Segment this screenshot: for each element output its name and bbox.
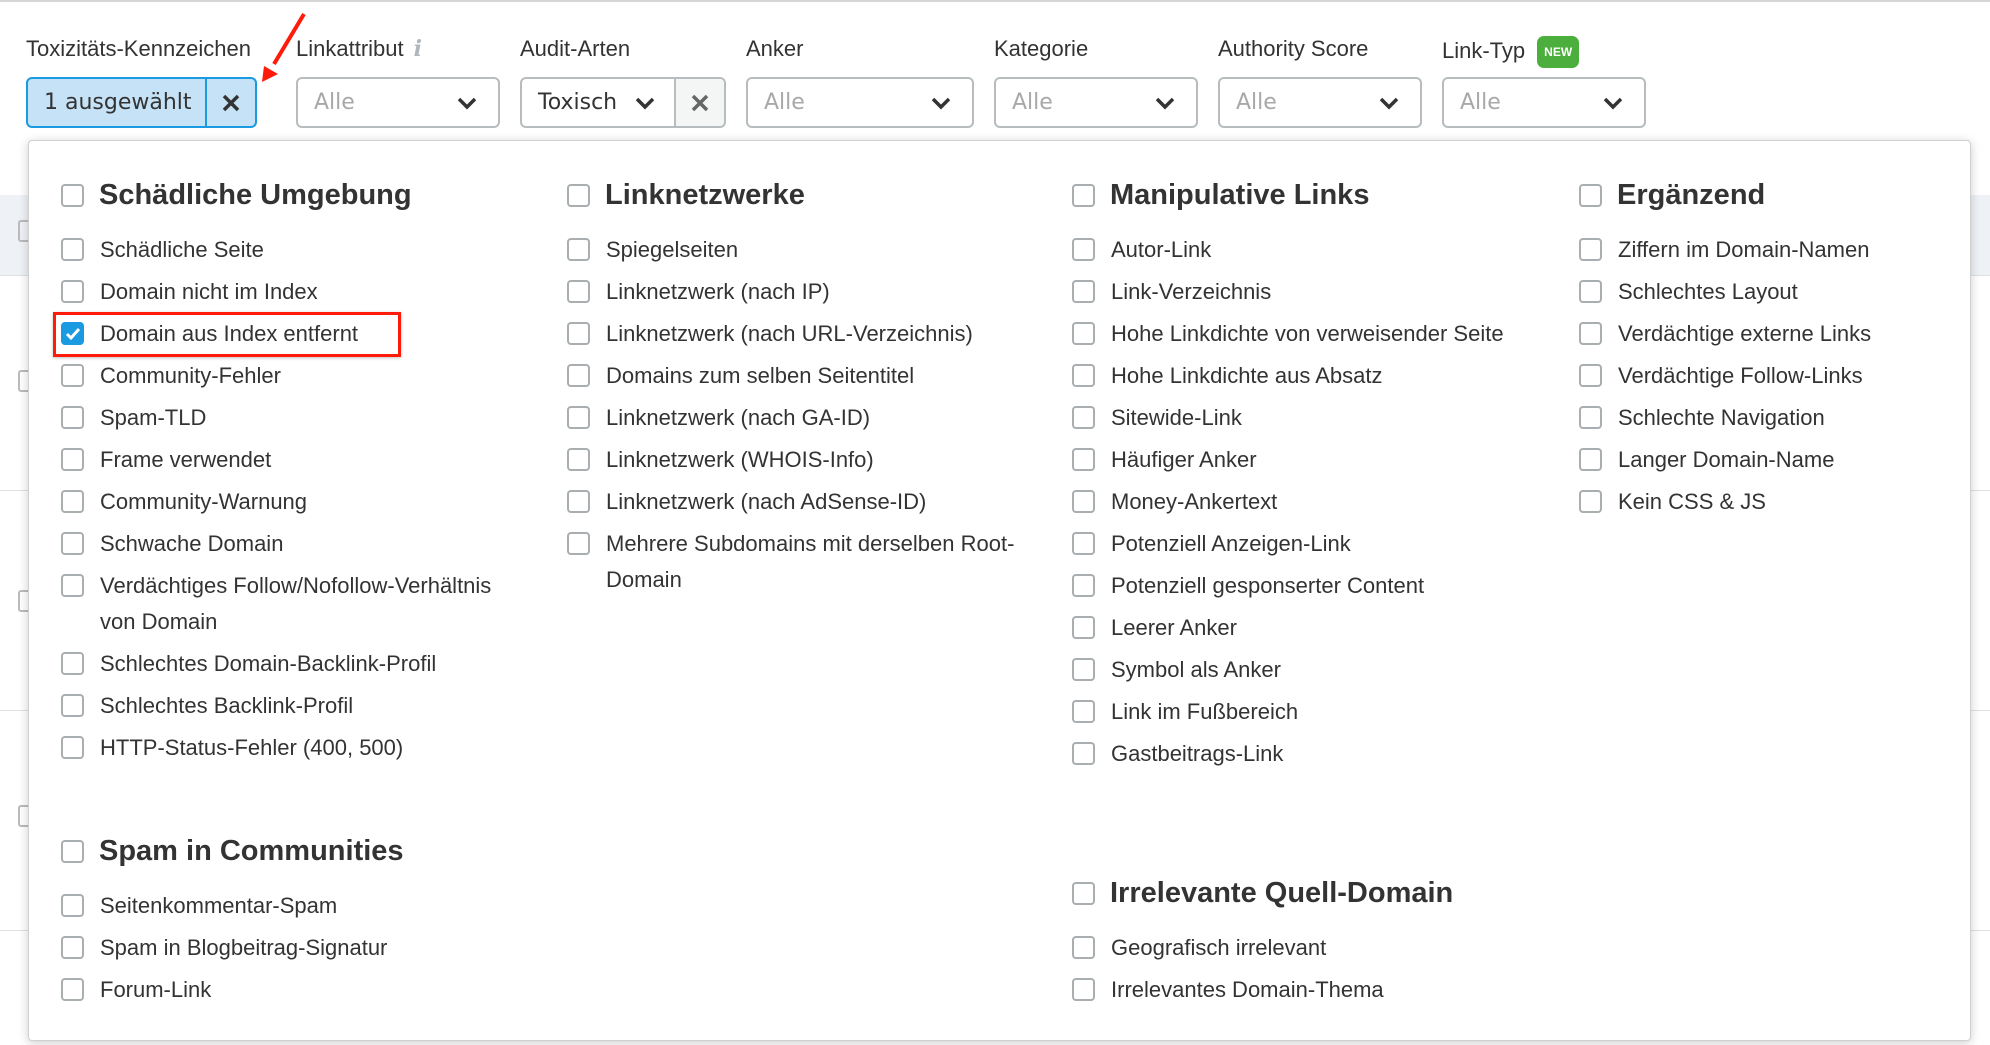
clear-icon[interactable] <box>674 79 724 126</box>
link-type-label <box>1442 36 1579 68</box>
chevron-down-icon <box>1378 92 1400 114</box>
filter-option[interactable] <box>1579 355 1959 397</box>
clear-icon[interactable] <box>205 79 255 126</box>
option-label: Spiegelseiten <box>606 237 739 262</box>
group-checkbox[interactable] <box>61 184 84 207</box>
option-label: Money-Ankertext <box>1111 489 1278 514</box>
audit-types-label: Audit-Arten <box>520 36 631 61</box>
option-checkbox[interactable] <box>567 238 590 261</box>
filter-option[interactable] <box>1072 927 1542 969</box>
filter-option[interactable] <box>1579 271 1959 313</box>
group-header[interactable] <box>1579 175 1959 215</box>
filter-option[interactable] <box>1579 397 1959 439</box>
option-label: Leerer Anker <box>1111 615 1237 640</box>
filter-option[interactable] <box>1072 313 1542 355</box>
link-attribute-label <box>296 36 422 62</box>
option-label: Linknetzwerk (nach URL-Verzeichnis) <box>606 321 973 346</box>
filter-option[interactable] <box>567 271 1037 313</box>
group-checkbox[interactable] <box>1072 882 1095 905</box>
group-title: Irrelevante Quell-Domain <box>1110 876 1454 909</box>
option-label: Potenziell Anzeigen-Link <box>1111 531 1351 556</box>
link-type-value: Alle <box>1460 90 1501 115</box>
option-label: Spam-TLD <box>100 405 207 430</box>
filter-option[interactable] <box>567 439 1037 481</box>
option-label: Link im Fußbereich <box>1111 699 1299 724</box>
filter-option[interactable] <box>61 271 501 313</box>
group-irrelevant <box>1072 873 1542 1011</box>
filter-option[interactable] <box>1072 691 1542 733</box>
option-checkbox[interactable] <box>1072 574 1095 597</box>
option-checkbox[interactable] <box>567 490 590 513</box>
option-checkbox[interactable] <box>1072 406 1095 429</box>
option-checkbox[interactable] <box>1072 658 1095 681</box>
option-label: Schlechtes Domain-Backlink-Profil <box>100 651 437 676</box>
option-checkbox[interactable] <box>1072 322 1095 345</box>
filter-option[interactable] <box>1579 313 1959 355</box>
group-networks <box>567 175 1037 601</box>
group-title: Spam in Communities <box>99 834 404 867</box>
filter-option[interactable] <box>1072 969 1542 1011</box>
filter-option[interactable] <box>567 481 1037 523</box>
option-checkbox[interactable] <box>1072 448 1095 471</box>
filter-option[interactable] <box>1072 439 1542 481</box>
group-checkbox[interactable] <box>1072 184 1095 207</box>
option-checkbox[interactable] <box>1579 490 1602 513</box>
option-checkbox[interactable] <box>1072 700 1095 723</box>
option-label: Verdächtiges Follow/Nofollow-Verhältnis von Domain <box>100 573 492 634</box>
filter-option[interactable] <box>61 685 501 727</box>
option-label: Forum-Link <box>100 977 212 1002</box>
filter-option[interactable] <box>1072 229 1542 271</box>
group-harmful <box>61 175 501 769</box>
filter-option[interactable] <box>61 523 501 565</box>
option-checkbox[interactable] <box>61 936 84 959</box>
filter-option[interactable] <box>61 439 501 481</box>
option-label: Symbol als Anker <box>1111 657 1281 682</box>
filter-option[interactable] <box>1072 607 1542 649</box>
option-label: Linknetzwerk (nach AdSense-ID) <box>606 489 927 514</box>
group-spam <box>61 831 501 1011</box>
option-label: Domain nicht im Index <box>100 279 318 304</box>
option-label: Linknetzwerk (WHOIS-Info) <box>606 447 874 472</box>
link-attribute-value: Alle <box>314 90 355 115</box>
option-label: Domains zum selben Seitentitel <box>606 363 915 388</box>
group-title: Linknetzwerke <box>605 178 805 211</box>
chevron-down-icon <box>634 92 656 114</box>
option-label: Spam in Blogbeitrag-Signatur <box>100 935 388 960</box>
filter-option[interactable] <box>61 643 501 685</box>
filter-option[interactable] <box>61 927 501 969</box>
option-checkbox[interactable] <box>61 238 84 261</box>
option-label: Seitenkommentar-Spam <box>100 893 338 918</box>
option-checkbox[interactable] <box>1072 742 1095 765</box>
category-select[interactable] <box>994 77 1198 128</box>
option-label: Linknetzwerk (nach GA-ID) <box>606 405 871 430</box>
option-label: Link-Verzeichnis <box>1111 279 1272 304</box>
option-checkbox[interactable] <box>567 448 590 471</box>
filter-option[interactable] <box>61 565 501 643</box>
authority-score-select[interactable] <box>1218 77 1422 128</box>
option-checkbox[interactable] <box>1579 364 1602 387</box>
option-checkbox[interactable] <box>1072 280 1095 303</box>
filter-option[interactable] <box>61 969 501 1011</box>
option-label: Mehrere Subdomains mit derselben Root-Domain <box>606 531 1015 592</box>
option-checkbox[interactable] <box>61 364 84 387</box>
filter-option[interactable] <box>1072 271 1542 313</box>
group-header[interactable] <box>61 831 501 871</box>
option-label: Kein CSS & JS <box>1618 489 1766 514</box>
highlight-box <box>53 312 401 357</box>
option-label: Community-Fehler <box>100 363 281 388</box>
chevron-down-icon <box>930 92 952 114</box>
option-label: Verdächtige Follow-Links <box>1618 363 1863 388</box>
option-checkbox[interactable] <box>61 894 84 917</box>
option-label: Community-Warnung <box>100 489 308 514</box>
option-label: Sitewide-Link <box>1111 405 1242 430</box>
chevron-down-icon <box>1602 92 1624 114</box>
option-checkbox[interactable] <box>1579 238 1602 261</box>
option-label: Frame verwendet <box>100 447 272 472</box>
group-header[interactable] <box>1072 175 1542 215</box>
filter-option[interactable] <box>567 313 1037 355</box>
option-checkbox[interactable] <box>1072 490 1095 513</box>
filter-option[interactable] <box>61 229 501 271</box>
authority-score-label: Authority Score <box>1218 36 1369 61</box>
option-checkbox[interactable] <box>1072 978 1095 1001</box>
anchor-label: Anker <box>746 36 804 61</box>
group-checkbox[interactable] <box>61 840 84 863</box>
category-value: Alle <box>1012 90 1053 115</box>
group-title: Ergänzend <box>1617 178 1766 211</box>
filter-option[interactable] <box>1072 523 1542 565</box>
filter-option[interactable] <box>61 727 501 769</box>
chevron-down-icon <box>456 92 478 114</box>
filter-option[interactable] <box>1072 481 1542 523</box>
option-checkbox[interactable] <box>61 652 84 675</box>
option-label: Domain aus Index entfernt <box>100 321 359 346</box>
option-checkbox[interactable] <box>61 532 84 555</box>
link-attribute-label-text: Linkattribut <box>296 36 404 61</box>
option-label: Schädliche Seite <box>100 237 264 262</box>
filter-option[interactable] <box>567 523 1037 601</box>
option-checkbox[interactable] <box>1579 280 1602 303</box>
red-arrow-annotation <box>250 10 310 85</box>
toxicity-filter-value: 1 ausgewählt <box>44 90 192 115</box>
audit-types-value: Toxisch <box>538 90 618 115</box>
option-checkbox[interactable] <box>1072 936 1095 959</box>
option-checkbox[interactable] <box>61 280 84 303</box>
option-checkbox[interactable] <box>1579 448 1602 471</box>
option-label: Häufiger Anker <box>1111 447 1257 472</box>
option-checkbox[interactable] <box>61 736 84 759</box>
option-checkbox[interactable] <box>61 490 84 513</box>
filter-option[interactable] <box>1072 565 1542 607</box>
option-checkbox[interactable] <box>567 364 590 387</box>
option-label: Linknetzwerk (nach IP) <box>606 279 830 304</box>
filter-option[interactable] <box>1072 355 1542 397</box>
option-label: Schlechte Navigation <box>1618 405 1825 430</box>
filter-option[interactable] <box>1579 229 1959 271</box>
option-label: HTTP-Status-Fehler (400, 500) <box>100 735 404 760</box>
filter-option[interactable] <box>1579 439 1959 481</box>
group-manipulative <box>1072 175 1542 775</box>
new-badge: NEW <box>1537 36 1579 68</box>
anchor-select[interactable] <box>746 77 974 128</box>
option-checkbox[interactable] <box>61 448 84 471</box>
option-label: Geografisch irrelevant <box>1111 935 1327 960</box>
top-divider <box>0 0 1990 2</box>
filter-option[interactable] <box>567 397 1037 439</box>
group-title: Schädliche Umgebung <box>99 178 412 211</box>
group-supplementary <box>1579 175 1959 523</box>
option-checkbox[interactable] <box>61 574 84 597</box>
authority-score-value: Alle <box>1236 90 1277 115</box>
option-label: Irrelevantes Domain-Thema <box>1111 977 1384 1002</box>
option-checkbox[interactable] <box>1072 616 1095 639</box>
option-label: Verdächtige externe Links <box>1618 321 1872 346</box>
link-type-label-text: Link-Typ <box>1442 37 1526 63</box>
option-label: Gastbeitrags-Link <box>1111 741 1284 766</box>
option-checkbox[interactable] <box>1072 364 1095 387</box>
option-checkbox[interactable] <box>61 694 84 717</box>
filter-option[interactable] <box>567 355 1037 397</box>
chevron-down-icon <box>1154 92 1176 114</box>
option-checkbox[interactable] <box>567 406 590 429</box>
filter-option[interactable] <box>61 397 501 439</box>
option-checkbox[interactable] <box>567 322 590 345</box>
link-attribute-select[interactable] <box>296 77 500 128</box>
toxicity-filter-label: Toxizitäts-Kennzeichen <box>26 36 252 61</box>
option-label: Hohe Linkdichte aus Absatz <box>1111 363 1383 388</box>
filter-option[interactable] <box>61 355 501 397</box>
option-checkbox[interactable] <box>567 532 590 555</box>
anchor-value: Alle <box>764 90 805 115</box>
option-label: Ziffern im Domain-Namen <box>1618 237 1870 262</box>
option-label: Hohe Linkdichte von verweisender Seite <box>1111 321 1504 346</box>
option-checkbox[interactable] <box>61 978 84 1001</box>
option-label: Schwache Domain <box>100 531 284 556</box>
option-checkbox[interactable] <box>61 406 84 429</box>
filter-option[interactable] <box>1072 733 1542 775</box>
option-label: Langer Domain-Name <box>1618 447 1835 472</box>
filter-option[interactable] <box>1579 481 1959 523</box>
option-checkbox[interactable] <box>1579 322 1602 345</box>
filter-option[interactable] <box>61 885 501 927</box>
group-checkbox[interactable] <box>567 184 590 207</box>
filter-option[interactable] <box>567 229 1037 271</box>
group-header[interactable] <box>61 175 501 215</box>
option-label: Autor-Link <box>1111 237 1212 262</box>
link-type-select[interactable] <box>1442 77 1646 128</box>
audit-types-select[interactable] <box>520 77 726 128</box>
filter-option[interactable] <box>1072 397 1542 439</box>
group-header[interactable] <box>1072 873 1542 913</box>
toxicity-filter[interactable] <box>26 77 257 128</box>
group-header[interactable] <box>567 175 1037 215</box>
filter-option[interactable] <box>1072 649 1542 691</box>
info-icon[interactable]: i <box>413 36 422 62</box>
group-checkbox[interactable] <box>1579 184 1602 207</box>
group-title: Manipulative Links <box>1110 178 1370 211</box>
option-checkbox[interactable] <box>1072 238 1095 261</box>
option-checkbox[interactable] <box>1072 532 1095 555</box>
category-label: Kategorie <box>994 36 1089 61</box>
option-label: Potenziell gesponserter Content <box>1111 573 1425 598</box>
option-label: Schlechtes Backlink-Profil <box>100 693 354 718</box>
option-checkbox[interactable] <box>1579 406 1602 429</box>
option-checkbox[interactable] <box>567 280 590 303</box>
option-label: Schlechtes Layout <box>1618 279 1798 304</box>
filter-option[interactable] <box>61 481 501 523</box>
